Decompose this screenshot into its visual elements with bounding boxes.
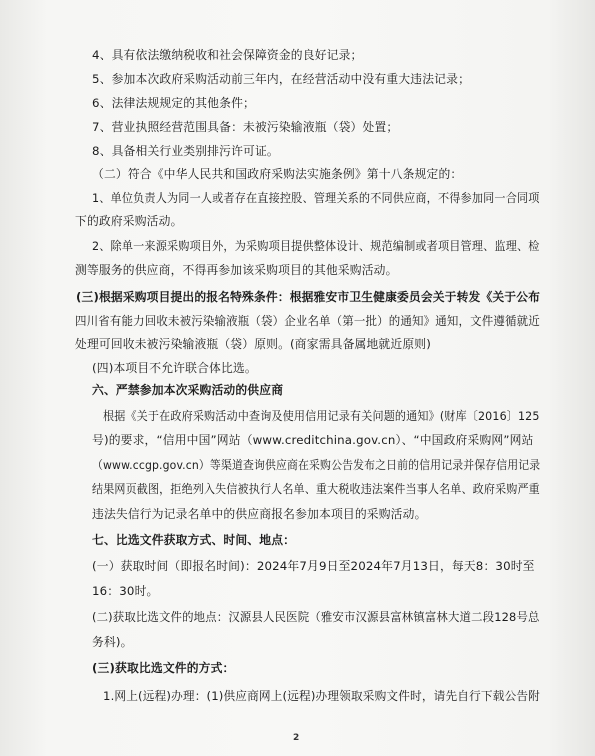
text-line: (一）获取时间（即报名时间)：2024年7月9日至2024年7月13日，每天8：30时至 (92, 559, 535, 573)
text-line: (四)本项目不允许联合体比选。 (92, 361, 257, 375)
text-line: 4、具有依法缴纳税收和社会保障资金的良好记录； (92, 48, 363, 62)
text-line: （二）符合《中华人民共和国政府采购法实施条例》第十八条规定的： (92, 167, 463, 181)
text-line: 6、法律法规规定的其他条件； (92, 96, 255, 110)
text-line: 8、具备相关行业类别排污许可证。 (92, 144, 279, 158)
text-line: 结果网页截图，拒绝列入失信被执行人名单、重大税收违法案件当事人名单、政府采购严重 (92, 482, 540, 496)
text-line: 根据《关于在政府采购活动中查询及使用信用记录有关问题的通知》(财库〔2016〕125 (103, 409, 540, 423)
section-heading: 七、比选文件获取方式、时间、地点： (92, 533, 296, 547)
text-line: (三)获取比选文件的方式： (92, 661, 235, 675)
text-line: 号)的要求，“信用中国”网站（www.creditchina.gov.cn）、“中国政府采购网”网站 (92, 433, 534, 447)
text-line: (三)根据采购项目提出的报名特殊条件：根据雅安市卫生健康委员会关于转发《关于公布 (76, 290, 541, 304)
text-line: 1、单位负责人为同一人或者存在直接控股、管理关系的不同供应商，不得参加同一合同项 (92, 191, 540, 205)
text-line: （www.ccgp.gov.cn）等渠道查询供应商在采购公告发布之日前的信用记录并保存信用记录 (92, 458, 541, 472)
text-line: 1.网上(远程)办理：(1)供应商网上(远程)办理领取采购文件时，请先自行下载公告附 (103, 689, 540, 703)
text-line: 16：30时。 (92, 584, 159, 598)
text-line: 下的政府采购活动。 (75, 214, 183, 228)
text-line: 务科)。 (92, 635, 133, 649)
text-line: 5、参加本次政府采购活动前三年内，在经营活动中没有重大违法记录； (92, 72, 471, 86)
text-line: 处理可回收未被污染输液瓶（袋）原则。(商家需具备属地就近原则) (75, 337, 431, 351)
text-line: 2、除单一来源采购项目外，为采购项目提供整体设计、规范编制或者项目管理、监理、检 (92, 239, 540, 253)
text-line: 7、营业执照经营范围具备：未被污染输液瓶（袋）处置； (92, 120, 399, 134)
text-line: (二)获取比选文件的地点：汉源县人民医院（雅安市汉源县富林镇富林大道二段128号总 (92, 610, 540, 624)
page-number: 2 (293, 733, 300, 743)
text-line: 四川省有能力回收未被污染输液瓶（袋）企业名单（第一批）的通知》通知，文件遵循就近 (75, 314, 540, 328)
text-line: 违法失信行为记录名单中的供应商报名参加本项目的采购活动。 (92, 507, 427, 521)
text-line: 测等服务的供应商，不得再参加该采购项目的其他采购活动。 (75, 263, 398, 277)
section-heading: 六、严禁参加本次采购活动的供应商 (92, 383, 284, 397)
